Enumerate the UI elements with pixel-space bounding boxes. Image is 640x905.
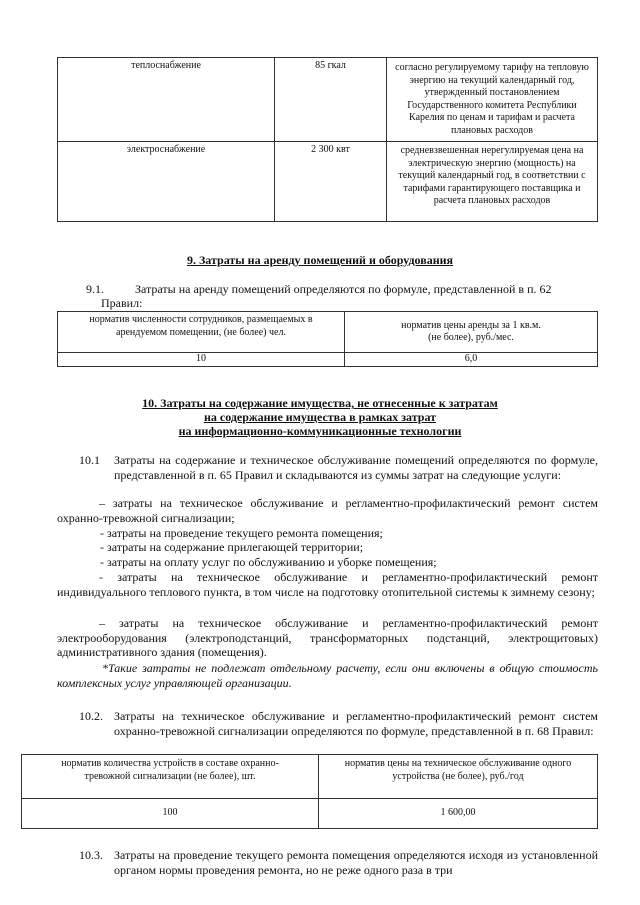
table-cell: 85 гкал [275, 58, 387, 142]
table-cell: 10 [58, 353, 345, 367]
table-cell: 100 [22, 799, 319, 829]
alarm-table [21, 754, 598, 829]
list-item: - затраты на содержание прилегающей территории; [100, 540, 364, 554]
list-item: - затраты на оплату услуг по обслуживанию и уборке помещения; [100, 555, 437, 569]
para-9-1-cont: Правил: [101, 296, 143, 310]
list-item: - затраты на проведение текущего ремонта помещения; [100, 526, 383, 540]
section-10-title-line3: на информационно-коммуникационные технологии [178, 424, 462, 438]
table-row [58, 312, 598, 353]
table-cell: электроснабжение [58, 142, 275, 222]
table-cell: теплоснабжение [58, 58, 275, 142]
section-10-title-line2: на содержание имущества в рамках затрат [203, 410, 437, 424]
table-cell: норматив численности сотрудников, размещаемых в арендуемом помещении, (не более) чел. [58, 312, 345, 353]
table-cell: норматив цены аренды за 1 кв.м. (не более), руб./мес. [345, 312, 598, 353]
table-cell: норматив цены на техническое обслуживание одного устройства (не более), руб./год [319, 755, 598, 799]
para-9-1-number: 9.1. [86, 282, 104, 296]
table-cell: 1 600,00 [319, 799, 598, 829]
table-cell: средневзвешенная нерегулируемая цена на электрическую энергию (мощность) на текущий календарный год, в соответствии с тарифами гарантирующего поставщика и расчета плановых расходов [387, 142, 598, 222]
table-cell: норматив количества устройств в составе охранно-тревожной сигнализации (не более), шт. [22, 755, 319, 799]
para-10-3-text: Затраты на проведение текущего ремонта помещения определяются исходя из установленной органом нормы проведения ремонта, но не реже одного раза в три [114, 848, 598, 877]
table-cell: согласно регулируемому тарифу на тепловую энергию на текущий календарный год, утвержденный постановлением Государственного комитета Республики Карелия по ценам и тарифам и расчета плановых расходов [387, 58, 598, 142]
list-item: – затраты на техническое обслуживание и регламентно-профилактический ремонт систем охранно-тревожной сигнализации; [57, 496, 598, 525]
para-10-1-number: 10.1 [79, 453, 100, 467]
list-item: - затраты на техническое обслуживание и регламентно-профилактический ремонт индивидуального теплового пункта, в том числе на подготовку отопительной системы к зимнему сезону; [57, 570, 598, 599]
table-cell: 2 300 квт [275, 142, 387, 222]
table-cell: 6,0 [345, 353, 598, 367]
para-10-3-number: 10.3. [79, 848, 103, 862]
para-10-2-number: 10.2. [79, 709, 103, 723]
section-10-title-line1: 10. Затраты на содержание имущества, не отнесенные к затратам [142, 396, 498, 410]
table-row [58, 353, 598, 367]
para-10-2-text: Затраты на техническое обслуживание и регламентно-профилактический ремонт систем охранно-тревожной сигнализации определяются по формуле, представленной в п. 68 Правил: [114, 709, 598, 738]
table-row [58, 58, 598, 142]
utilities-table [57, 57, 598, 222]
table-row [22, 755, 598, 799]
para-10-1-text: Затраты на содержание и техническое обслуживание помещений определяются по формуле, представленной в п. 65 Правил и складываются из суммы затрат на следующие услуги: [114, 453, 598, 482]
para-9-1-text: Затраты на аренду помещений определяются по формуле, представленной в п. 62 [135, 282, 552, 296]
table-row [22, 799, 598, 829]
note: *Такие затраты не подлежат отдельному расчету, если они включены в общую стоимость комплексных услуг управляющей организации. [57, 661, 598, 690]
table-row [58, 142, 598, 222]
section-9-title: 9. Затраты на аренду помещений и оборудования [186, 253, 454, 267]
rent-table [57, 311, 598, 367]
list-item: – затраты на техническое обслуживание и регламентно-профилактический ремонт электрооборудования (электроподстанций, трансформаторных подстанций, электрощитовых) административного здания (помещения). [57, 616, 598, 660]
